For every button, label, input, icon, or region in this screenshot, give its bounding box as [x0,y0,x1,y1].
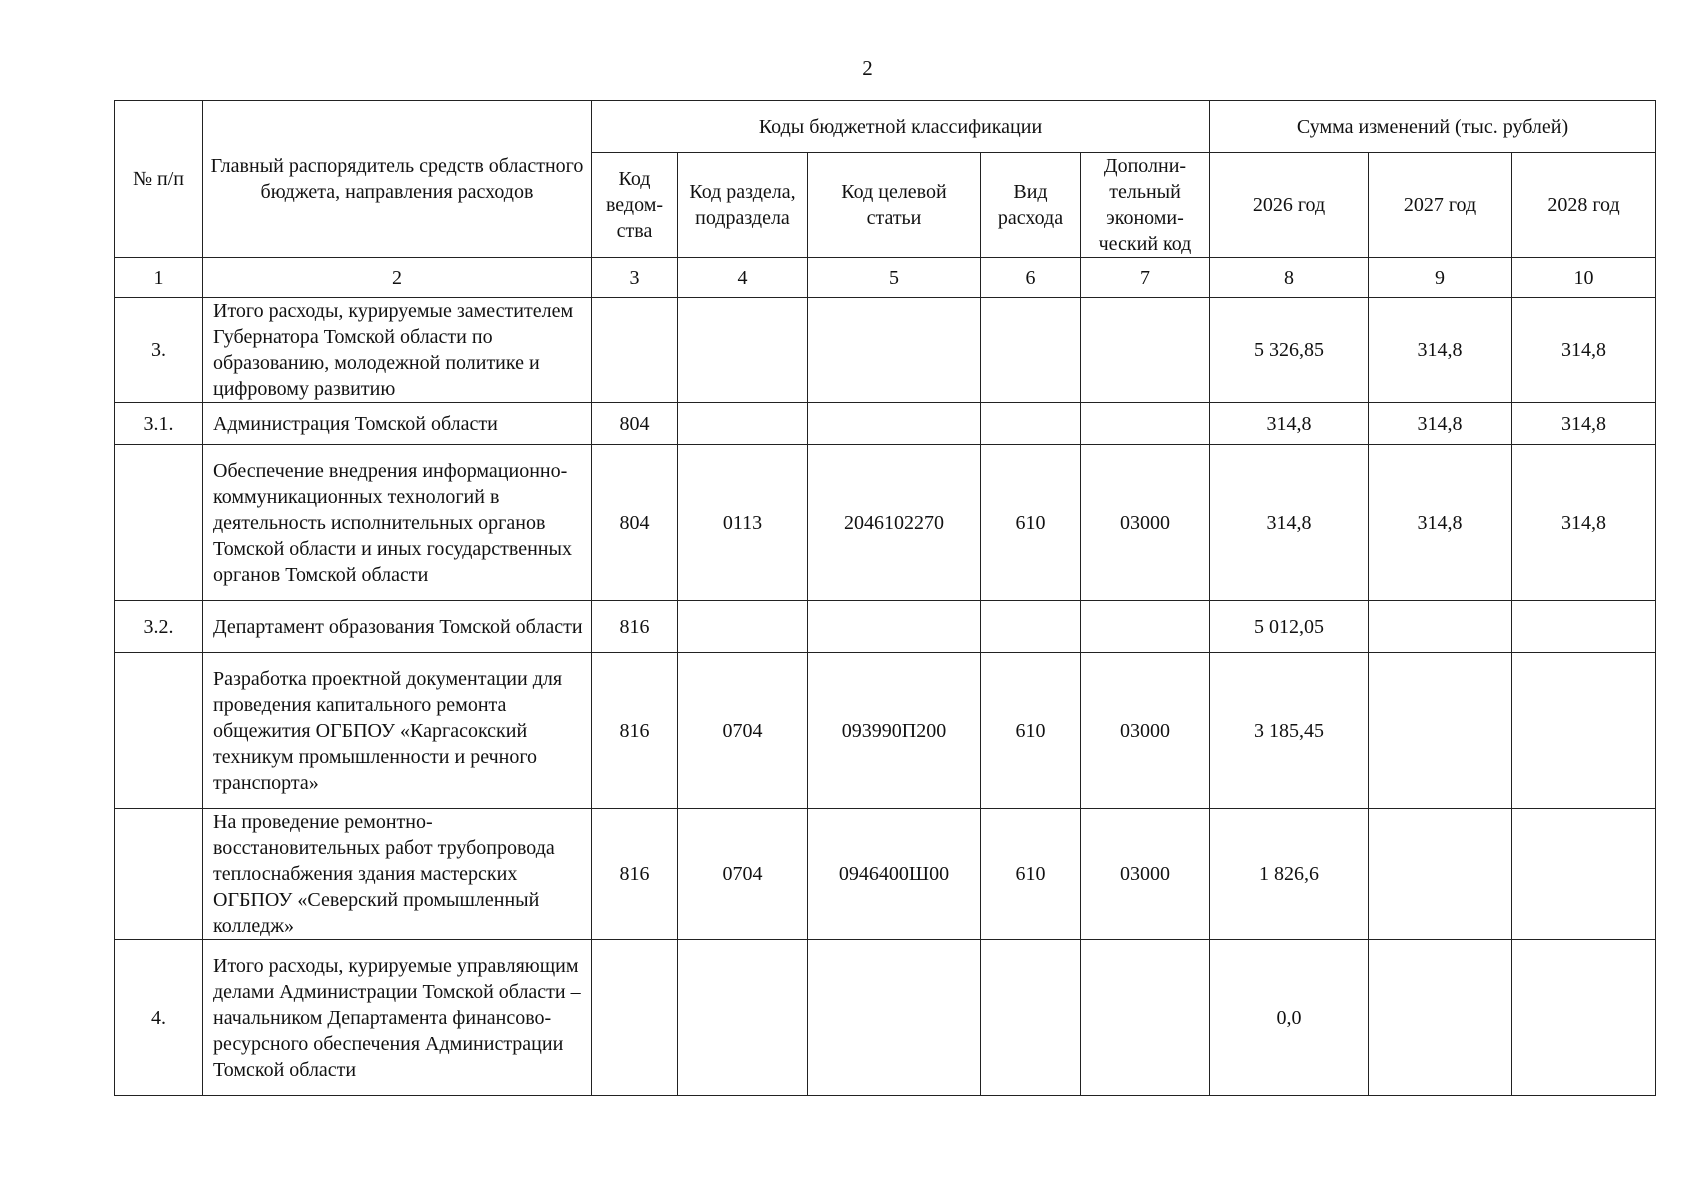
row-code-target: 093990П200 [808,653,981,809]
row-code-type [981,601,1081,653]
row-code-extra [1081,940,1210,1096]
row-code-target [808,298,981,403]
header-year-2028: 2028 год [1512,153,1656,258]
row-code-section: 0704 [678,653,808,809]
row-sum-2028 [1512,653,1656,809]
row-code-extra [1081,601,1210,653]
row-code-extra: 03000 [1081,653,1210,809]
row-sum-2027 [1369,653,1512,809]
table-header [115,101,1656,298]
header-code-type: Вид расхода [981,153,1081,258]
table-row [115,940,1656,1096]
row-sum-2026: 5 326,85 [1210,298,1369,403]
row-code-target [808,940,981,1096]
table-row [115,809,1656,940]
row-num [115,809,203,940]
header-year-2026: 2026 год [1210,153,1369,258]
row-code-type: 610 [981,809,1081,940]
row-name: На проведение ремонтно-восстановительных работ трубопровода теплоснабжения здания мастерских ОГБПОУ «Северский промышленный колледж» [203,809,592,940]
row-sum-2028: 314,8 [1512,445,1656,601]
table-row [115,601,1656,653]
row-code-extra: 03000 [1081,445,1210,601]
row-code-target [808,601,981,653]
row-code-type: 610 [981,445,1081,601]
row-sum-2026: 314,8 [1210,403,1369,445]
row-sum-2028 [1512,601,1656,653]
row-num: 3.1. [115,403,203,445]
header-main-name: Главный распорядитель средств областного бюджета, направления расходов [203,101,592,258]
row-name: Итого расходы, курируемые управляющим делами Администрации Томской области – начальником Департамента финансово-ресурсного обеспечения Администрации Томской области [203,940,592,1096]
header-num: № п/п [115,101,203,258]
row-code-dept: 816 [592,601,678,653]
column-number: 2 [203,258,592,298]
table-row [115,445,1656,601]
row-code-target: 2046102270 [808,445,981,601]
row-sum-2026: 314,8 [1210,445,1369,601]
page-number: 2 [862,56,873,80]
row-num: 3. [115,298,203,403]
column-number: 5 [808,258,981,298]
table-row [115,298,1656,403]
column-number-row [115,258,1656,298]
row-name: Департамент образования Томской области [203,601,592,653]
row-sum-2028 [1512,809,1656,940]
row-code-type: 610 [981,653,1081,809]
row-name: Разработка проектной документации для проведения капитального ремонта общежития ОГБПОУ «Каргасокский техникум промышленности и речного транспорта» [203,653,592,809]
row-code-section: 0113 [678,445,808,601]
column-number: 1 [115,258,203,298]
row-code-section [678,298,808,403]
row-sum-2028: 314,8 [1512,403,1656,445]
row-sum-2026: 5 012,05 [1210,601,1369,653]
row-sum-2028 [1512,940,1656,1096]
row-code-dept: 816 [592,809,678,940]
row-code-dept: 816 [592,653,678,809]
row-code-dept [592,940,678,1096]
header-year-2027: 2027 год [1369,153,1512,258]
column-number: 9 [1369,258,1512,298]
row-sum-2026: 1 826,6 [1210,809,1369,940]
row-name: Обеспечение внедрения информационно-коммуникационных технологий в деятельность исполнительных органов Томской области и иных государственных органов Томской области [203,445,592,601]
table-row [115,653,1656,809]
row-code-section: 0704 [678,809,808,940]
header-codes-group: Коды бюджетной классификации [592,101,1210,153]
header-code-dept: Код ведом-ства [592,153,678,258]
column-number: 10 [1512,258,1656,298]
row-sum-2027 [1369,601,1512,653]
table-body [115,298,1656,1096]
budget-table [114,100,1656,1096]
row-code-target: 0946400Ш00 [808,809,981,940]
header-code-extra: Дополни-тельный экономи-ческий код [1081,153,1210,258]
row-code-dept: 804 [592,445,678,601]
row-num [115,445,203,601]
column-number: 3 [592,258,678,298]
row-sum-2028: 314,8 [1512,298,1656,403]
row-sum-2027: 314,8 [1369,445,1512,601]
row-code-dept: 804 [592,403,678,445]
row-code-extra [1081,298,1210,403]
row-num: 4. [115,940,203,1096]
column-number: 8 [1210,258,1369,298]
column-number: 7 [1081,258,1210,298]
column-number: 6 [981,258,1081,298]
header-code-target: Код целевой статьи [808,153,981,258]
row-code-section [678,940,808,1096]
row-num: 3.2. [115,601,203,653]
row-code-dept [592,298,678,403]
row-sum-2026: 3 185,45 [1210,653,1369,809]
row-sum-2026: 0,0 [1210,940,1369,1096]
row-code-extra: 03000 [1081,809,1210,940]
row-code-type [981,403,1081,445]
header-sum-group: Сумма изменений (тыс. рублей) [1210,101,1656,153]
row-code-section [678,403,808,445]
row-sum-2027 [1369,940,1512,1096]
row-code-type [981,298,1081,403]
row-code-type [981,940,1081,1096]
row-code-section [678,601,808,653]
row-sum-2027 [1369,809,1512,940]
header-code-section: Код раздела, подраздела [678,153,808,258]
row-sum-2027: 314,8 [1369,403,1512,445]
column-number: 4 [678,258,808,298]
row-code-extra [1081,403,1210,445]
row-name: Итого расходы, курируемые заместителем Губернатора Томской области по образованию, молодежной политике и цифровому развитию [203,298,592,403]
row-code-target [808,403,981,445]
row-num [115,653,203,809]
table-row [115,403,1656,445]
row-sum-2027: 314,8 [1369,298,1512,403]
row-name: Администрация Томской области [203,403,592,445]
